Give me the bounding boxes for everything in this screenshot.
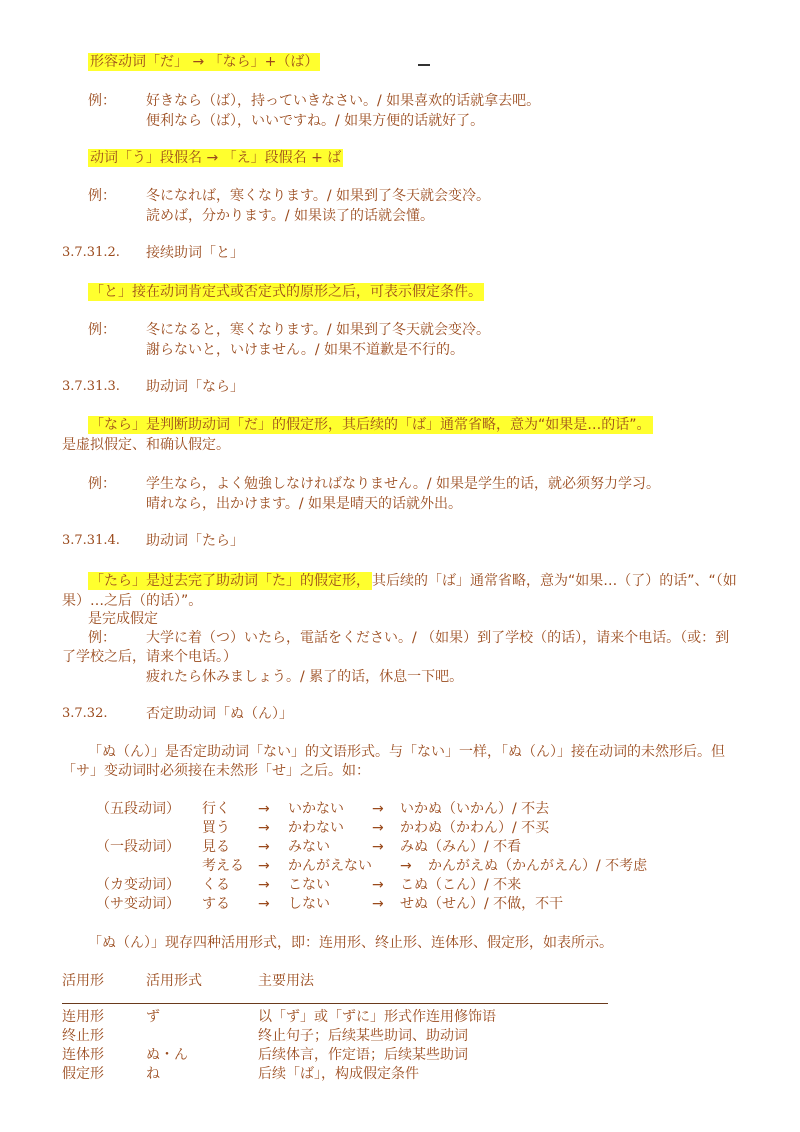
verb-nu-form: みぬ（みん）/ 不看 bbox=[400, 839, 522, 855]
section-number: 3.7.31.3. bbox=[62, 379, 120, 394]
table-cell: 终止句子；后续某些助词、助动词 bbox=[258, 1028, 468, 1044]
verb-dict-form: 買う bbox=[202, 820, 230, 836]
rule-continuation: 果）…之后（的话）”。 bbox=[62, 593, 203, 609]
example-label: 例： bbox=[88, 188, 116, 204]
arrow-icon: → bbox=[400, 858, 412, 874]
table-header: 活用形 bbox=[62, 973, 104, 989]
section-title: 助动词「たら」 bbox=[146, 533, 244, 549]
verb-nai-form: いかない bbox=[288, 801, 344, 817]
table-cell: 连用形 bbox=[62, 1009, 104, 1025]
example-sentence: 冬になれば，寒くなります。/ 如果到了冬天就会变冷。 bbox=[146, 188, 491, 204]
table-divider bbox=[62, 1003, 608, 1004]
verb-group: （サ变动词） bbox=[96, 896, 180, 912]
verb-nu-form: かわぬ（かわん）/ 不买 bbox=[400, 820, 550, 836]
arrow-icon: → bbox=[258, 858, 270, 874]
example-sentence: 晴れなら，出かけます。/ 如果是晴天的话就外出。 bbox=[146, 496, 463, 512]
rule-tara bbox=[88, 572, 737, 590]
paragraph-continuation: 「サ」变动词时必须接在未然形「せ」之后。如： bbox=[62, 763, 370, 779]
arrow-icon: → bbox=[258, 839, 270, 855]
section-title: 接续助词「と」 bbox=[146, 245, 244, 261]
table-cell: 假定形 bbox=[62, 1066, 104, 1082]
paragraph: 「ぬ（ん）」现存四种活用形式，即：连用形、终止形、连体形、假定形，如表所示。 bbox=[88, 935, 613, 951]
arrow-icon: → bbox=[258, 820, 270, 836]
section-title: 助动词「なら」 bbox=[146, 379, 244, 395]
table-header: 主要用法 bbox=[258, 973, 314, 989]
verb-nai-form: みない bbox=[288, 839, 330, 855]
table-cell: ず bbox=[146, 1009, 160, 1025]
table-header: 活用形式 bbox=[146, 973, 202, 989]
arrow-icon: → bbox=[258, 801, 270, 817]
verb-nai-form: しない bbox=[288, 896, 330, 912]
note: 是完成假定 bbox=[88, 611, 158, 627]
rule-nara bbox=[88, 416, 653, 434]
table-cell: 以「ず」或「ずに」形式作连用修饰语 bbox=[258, 1009, 496, 1025]
verb-nai-form: かわない bbox=[288, 820, 344, 836]
arrow-icon: → bbox=[372, 839, 384, 855]
arrow-icon: → bbox=[258, 877, 270, 893]
table-cell: 后续「ば」，构成假定条件 bbox=[258, 1066, 419, 1082]
section-number: 3.7.31.4. bbox=[62, 533, 120, 548]
verb-dict-form: する bbox=[202, 896, 230, 912]
example-label: 例： bbox=[88, 630, 116, 646]
underscore-mark bbox=[418, 64, 430, 66]
verb-nai-form: かんがえない bbox=[288, 858, 372, 874]
highlight: 「たら」是过去完了助动词「た」的假定形， bbox=[90, 573, 370, 589]
table-cell: ね bbox=[146, 1066, 160, 1082]
verb-nai-form: こない bbox=[288, 877, 330, 893]
verb-dict-form: くる bbox=[202, 877, 230, 893]
arrow-icon: → bbox=[372, 820, 384, 836]
example-continuation: 了学校之后，请来个电话。） bbox=[62, 649, 237, 665]
verb-nu-form: いかぬ（いかん）/ 不去 bbox=[400, 801, 550, 817]
arrow-icon: → bbox=[258, 896, 270, 912]
example-sentence: 学生なら，よく勉強しなければなりません。/ 如果是学生的话，就必须努力学习。 bbox=[146, 476, 661, 492]
verb-nu-form: せぬ（せん）/ 不做，不干 bbox=[400, 896, 564, 912]
highlight: 形容动词「だ」 → 「なら」+（ば） bbox=[90, 54, 319, 70]
highlight: 动词「う」段假名 → 「え」段假名 + ば bbox=[90, 150, 342, 166]
highlight: 「と」接在动词肯定式或否定式的原形之后，可表示假定条件。 bbox=[90, 284, 482, 300]
verb-dict-form: 考える bbox=[202, 858, 244, 874]
example-sentence: 大学に着（つ）いたら，電話をください。/ （如果）到了学校（的话），请来个电话。（或：到 bbox=[146, 630, 730, 646]
table-cell: 终止形 bbox=[62, 1028, 104, 1044]
example-label: 例： bbox=[88, 476, 116, 492]
rule-verb-ba bbox=[88, 149, 343, 167]
paragraph: 「ぬ（ん）」是否定助动词「ない」的文语形式。与「ない」一样，「ぬ（ん）」接在动词的未然形后。但 bbox=[88, 744, 725, 760]
example-sentence: 謝らないと，いけません。/ 如果不道歉是不行的。 bbox=[146, 342, 465, 358]
verb-group: （五段动词） bbox=[96, 801, 180, 817]
example-sentence: 冬になると，寒くなります。/ 如果到了冬天就会变冷。 bbox=[146, 322, 491, 338]
section-title: 否定助动词「ぬ（ん）」 bbox=[146, 706, 293, 722]
table-cell: 连体形 bbox=[62, 1047, 104, 1063]
rule-rest: 其后续的「ば」通常省略，意为“如果…（了）的话”、“（如 bbox=[372, 573, 737, 589]
example-sentence: 疲れたら休みましょう。/ 累了的话，休息一下吧。 bbox=[146, 669, 464, 685]
section-number: 3.7.32. bbox=[62, 706, 108, 721]
rule-na-conditional bbox=[88, 53, 320, 71]
rule-to bbox=[88, 283, 484, 301]
example-sentence: 読めば，分かります。/ 如果读了的话就会懂。 bbox=[146, 208, 435, 224]
verb-nu-form: かんがえぬ（かんがえん）/ 不考虑 bbox=[428, 858, 648, 874]
table-cell: ぬ・ん bbox=[146, 1047, 188, 1063]
arrow-icon: → bbox=[372, 877, 384, 893]
verb-dict-form: 見る bbox=[202, 839, 230, 855]
arrow-icon: → bbox=[372, 801, 384, 817]
section-number: 3.7.31.2. bbox=[62, 245, 120, 260]
verb-group: （カ变动词） bbox=[96, 877, 180, 893]
example-sentence: 好きなら（ば），持っていきなさい。/ 如果喜欢的话就拿去吧。 bbox=[146, 93, 541, 109]
example-sentence: 便利なら（ば），いいですね。/ 如果方便的话就好了。 bbox=[146, 113, 485, 129]
example-label: 例： bbox=[88, 93, 116, 109]
rule-continuation: 是虚拟假定、和确认假定。 bbox=[62, 437, 230, 453]
highlight: 「なら」是判断助动词「だ」的假定形，其后续的「ば」通常省略，意为“如果是…的话”。 bbox=[90, 417, 651, 433]
arrow-icon: → bbox=[372, 896, 384, 912]
table-cell: 后续体言，作定语；后续某些助词 bbox=[258, 1047, 468, 1063]
example-label: 例： bbox=[88, 322, 116, 338]
verb-dict-form: 行く bbox=[202, 801, 230, 817]
verb-nu-form: こぬ（こん）/ 不来 bbox=[400, 877, 522, 893]
verb-group: （一段动词） bbox=[96, 839, 180, 855]
